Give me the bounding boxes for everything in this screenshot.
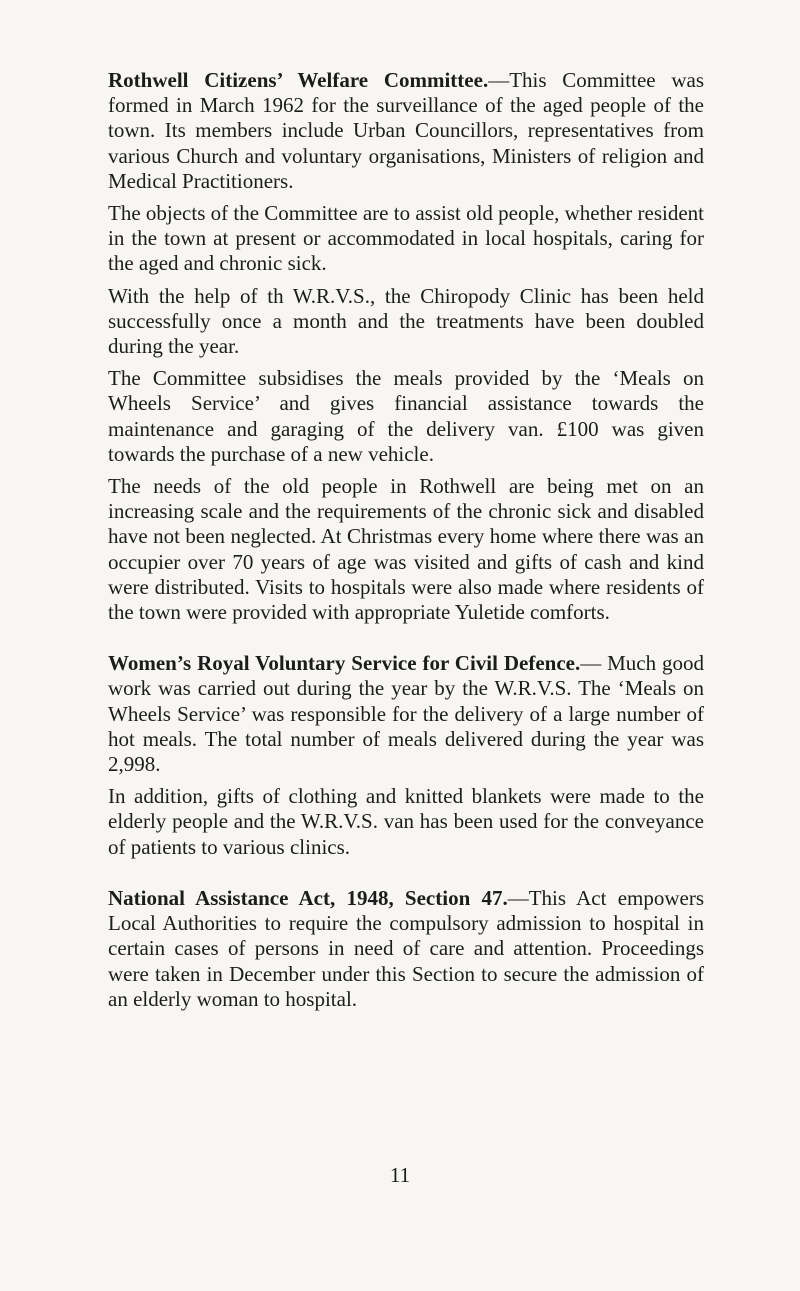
section-heading: National Assistance Act, 1948, Section 47. [108, 885, 508, 910]
section-wrvs [108, 651, 704, 860]
paragraph-text: —This Act empowers Local Authorities to require the compulsory admission to hospital in certain cases of persons in need of care and attention. Proceedings were taken in December under this Section to secure the admission of an elderly woman to hospital. [108, 885, 704, 1011]
paragraph: In addition, gifts of clothing and knitted blankets were made to the elderly people and the W.R.V.S. van has been used for the conveyance of patients to various clinics. [108, 784, 704, 859]
section-welfare-committee [108, 68, 704, 625]
page-number: 11 [389, 1163, 411, 1187]
paragraph-text: — Much good work was carried out during the year by the W.R.V.S. The ‘Meals on Wheels Service’ was responsible for the delivery of a large number of hot meals. The total number of meals delivered during the year was 2,998. [108, 651, 704, 777]
paragraph-text: —This Committee was formed in March 1962 for the surveillance of the aged people of the town. Its members include Urban Councillors, representatives from various Church and voluntary organisations, Ministers of religion and Medical Practitioners. [108, 68, 704, 193]
document-page [108, 68, 704, 1038]
paragraph: The Committee subsidises the meals provided by the ‘Meals on Wheels Service’ and gives financial assistance towards the maintenance and garaging of the delivery van. £100 was given towards the purchase of a new vehicle. [108, 366, 704, 466]
paragraph: The objects of the Committee are to assist old people, whether resident in the town at present or accommodated in local hospitals, caring for the aged and chronic sick. [108, 201, 704, 276]
paragraph [108, 68, 704, 194]
section-heading: Rothwell Citizens’ Welfare Committee. [108, 68, 489, 92]
paragraph [108, 651, 704, 777]
section-national-assistance-act [108, 886, 704, 1012]
paragraph: With the help of th W.R.V.S., the Chiropody Clinic has been held successfully once a month and the treatments have been doubled during the year. [108, 283, 704, 359]
paragraph [108, 886, 704, 1012]
section-heading: Women’s Royal Voluntary Service for Civil Defence. [108, 651, 581, 676]
paragraph: The needs of the old people in Rothwell are being met on an increasing scale and the requirements of the chronic sick and disabled have not been neglected. At Christmas every home where there was an occupier over 70 years of age was visited and gifts of cash and kind were distributed. Visits to hospitals were also made where residents of the town were provided with appropriate Yuletide comforts. [108, 474, 704, 625]
